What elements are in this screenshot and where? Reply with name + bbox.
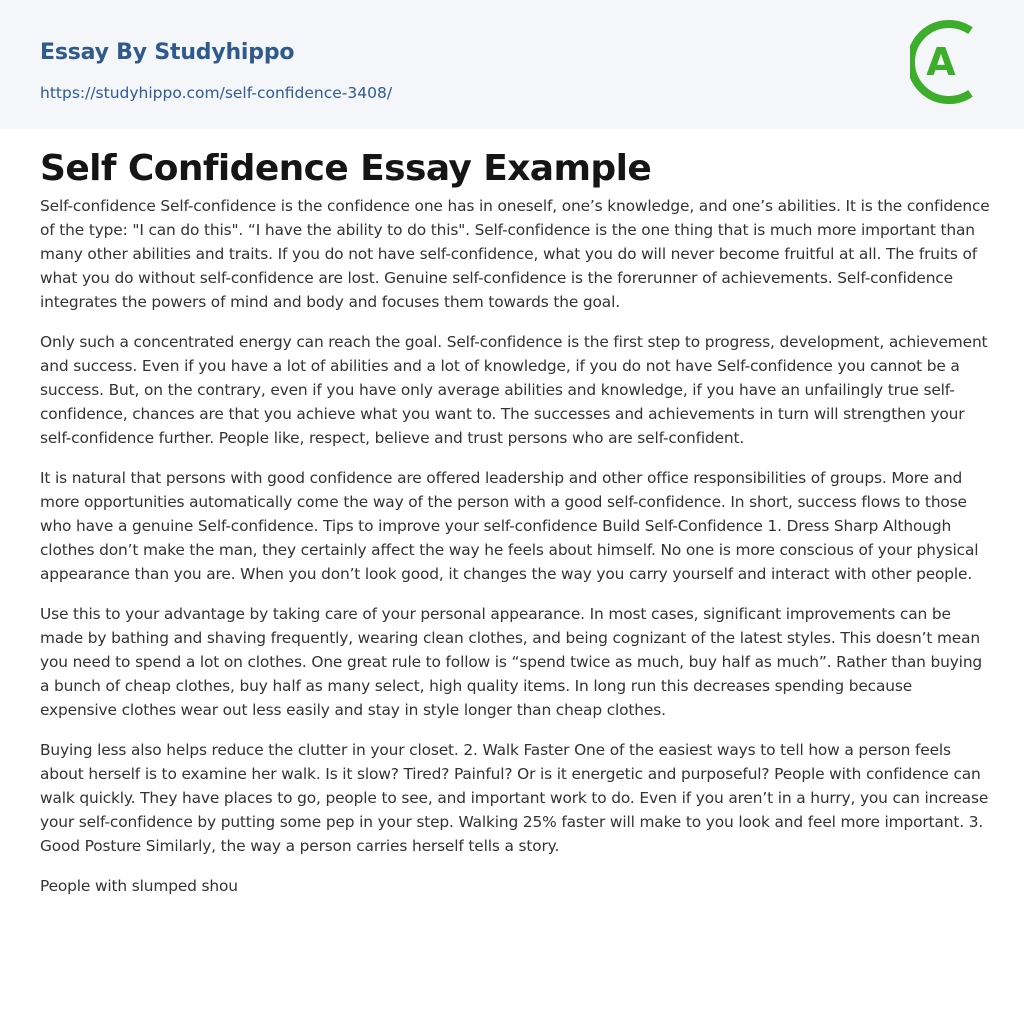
essay-paragraph: Only such a concentrated energy can reach the goal. Self-confidence is the first step to progress, development, achievement and success. Even if you have a lot of abilities and a lot of knowledge, if you do not have Self-confidence you cannot be a success. But, on the contrary, even if you have only average abilities and knowledge, if you have an unfailingly true self-confidence, chances are that you achieve what you want to. The successes and achievements in turn will strengthen your self-confidence further. People like, respect, believe and trust persons who are self-confident. bbox=[40, 333, 988, 447]
source-url-link[interactable]: https://studyhippo.com/self-confidence-3408/ bbox=[40, 84, 393, 102]
essay-paragraph: Buying less also helps reduce the clutter in your closet. 2. Walk Faster One of the easiest ways to tell how a person feels about herself is to examine her walk. Is it slow? Tired? Painful? Or is it energetic and purposeful? People with confidence can walk quickly. They have places to go, people to see, and important work to do. Even if you aren’t in a hurry, you can increase your self-confidence by putting some pep in your step. Walking 25% faster will make to you look and feel more important. 3. Good Posture Similarly, the way a person carries herself tells a story. bbox=[40, 741, 989, 855]
essay-body bbox=[40, 194, 990, 914]
essay-paragraph: Self-confidence Self-confidence is the confidence one has in oneself, one’s knowledge, and one’s abilities. It is the confidence of the type: "I can do this". “I have the ability to do this". Self-confidence is the one thing that is much more important than many other abilities and traits. If you do not have self-confidence, what you do will never become fruitful at all. The fruits of what you do without self-confidence are lost. Genuine self-confidence is the forerunner of achievements. Self-confidence integrates the powers of mind and body and focuses them towards the goal. bbox=[40, 197, 990, 311]
essay-paragraph: It is natural that persons with good confidence are offered leadership and other office responsibilities of groups. More and more opportunities automatically come the way of the person with a good self-confidence. In short, success flows to those who have a genuine Self-confidence. Tips to improve your self-confidence Build Self-Confidence 1. Dress Sharp Although clothes don’t make the man, they certainly affect the way he feels about himself. No one is more conscious of your physical appearance than you are. When you don’t look good, it changes the way you carry yourself and interact with other people. bbox=[40, 469, 979, 583]
essay-paragraph-truncated: People with slumped shou bbox=[40, 877, 238, 895]
logo-icon bbox=[910, 17, 990, 107]
brand-title: Essay By Studyhippo bbox=[40, 40, 295, 65]
essay-paragraph: Use this to your advantage by taking care of your personal appearance. In most cases, significant improvements can be made by bathing and shaving frequently, wearing clean clothes, and being cognizant of the latest styles. This doesn’t mean you need to spend a lot on clothes. One great rule to follow is “spend twice as much, buy half as much”. Rather than buying a bunch of cheap clothes, buy half as many select, high quality items. In long run this decreases spending because expensive clothes wear out less easily and stay in style longer than cheap clothes. bbox=[40, 605, 983, 719]
page-title: Self Confidence Essay Example bbox=[40, 148, 652, 189]
logo-letter: A bbox=[926, 40, 956, 84]
studyhippo-logo[interactable] bbox=[910, 17, 990, 107]
